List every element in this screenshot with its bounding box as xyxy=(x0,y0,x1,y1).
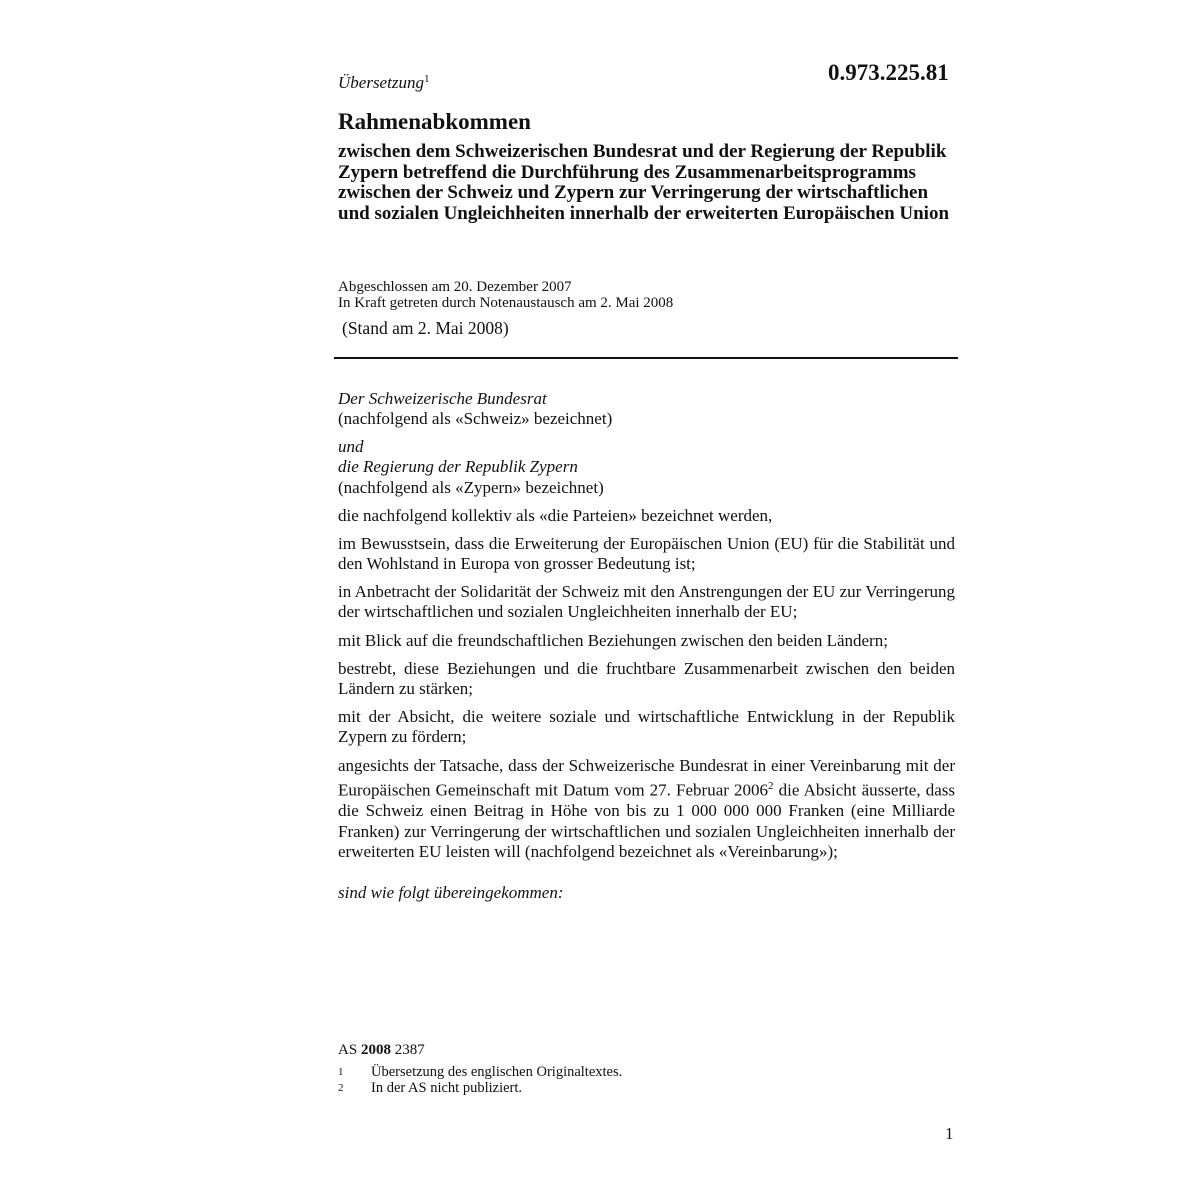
footnote-number: 2 xyxy=(338,1082,344,1094)
preamble-clause-4: bestrebt, diese Beziehungen und die fruchtbare Zusammenarbeit zwischen den beiden Ländern zu stärken; xyxy=(338,659,955,699)
clause-6-text-start: angesichts der Tatsache, dass der Schweizerische Bundesrat in einer Vereinbarung mit der Europäischen Gemeinschaft mit Datum vom 27. Februar 2006 xyxy=(338,756,955,800)
translation-label-text: Übersetzung xyxy=(338,73,424,92)
sr-number: 0.973.225.81 xyxy=(828,60,949,85)
footnote-ref-2[interactable]: 2 xyxy=(768,780,774,793)
party1-name: Der Schweizerische Bundesrat xyxy=(338,389,547,408)
as-prefix: AS xyxy=(338,1042,358,1058)
footnote-1 xyxy=(338,1064,622,1080)
document-title: Rahmenabkommen xyxy=(338,109,531,134)
party1-description: (nachfolgend als «Schweiz» bezeichnet) xyxy=(338,409,613,428)
preamble-clause-5: mit der Absicht, die weitere soziale und wirtschaftliche Entwicklung in der Republik Zypern zu fördern; xyxy=(338,707,955,747)
preamble-clause-6 xyxy=(338,756,955,862)
footnote-text: Übersetzung des englischen Originaltextes. xyxy=(371,1064,623,1080)
as-year: 2008 xyxy=(360,1042,391,1058)
agreement-statement: sind wie folgt übereingekommen: xyxy=(338,883,564,902)
preamble-clause-2: in Anbetracht der Solidarität der Schweiz mit den Anstrengungen der EU zur Verringerung der wirtschaftlichen und sozialen Ungleichheiten innerhalb der EU; xyxy=(338,582,955,622)
document-subtitle: zwischen dem Schweizerischen Bundesrat und der Regierung der Republik Zypern betreffend die Durchführung des Zusammenarbeitsprogramms zwischen der Schweiz und Zypern zur Verringerung der wirtschaftlichen und sozialen Ungleichheiten innerhalb der erweiterten Europäischen Union xyxy=(338,141,950,224)
preamble-clause-3: mit Blick auf die freundschaftlichen Beziehungen zwischen den beiden Ländern; xyxy=(338,631,888,650)
official-compilation-reference xyxy=(338,1042,425,1059)
collective-clause: die nachfolgend kollektiv als «die Parteien» bezeichnet werden, xyxy=(338,506,773,525)
footnotes xyxy=(338,1064,622,1096)
footnote-2 xyxy=(338,1080,622,1096)
footnote-ref-1[interactable]: 1 xyxy=(423,73,430,85)
status-date: (Stand am 2. Mai 2008) xyxy=(342,318,509,338)
page-number: 1 xyxy=(945,1124,954,1143)
clause-6-text-end: die Absicht äusserte, dass die Schweiz einen Beitrag in Höhe von bis zu 1 000 000 000 Franken (eine Milliarde Franken) zur Verringerung der wirtschaftlichen und sozialen Ungleichheiten innerhalb der erweiterten EU leisten will (nachfolgend bezeichnet als «Vereinbarung»); xyxy=(338,780,955,861)
as-page: 2387 xyxy=(394,1042,425,1058)
footnote-text: In der AS nicht publiziert. xyxy=(371,1080,523,1096)
footnote-number: 1 xyxy=(338,1066,344,1078)
and-connector: und xyxy=(338,437,364,456)
concluded-date: Abgeschlossen am 20. Dezember 2007 xyxy=(338,279,572,295)
header-divider xyxy=(334,357,958,359)
translation-label xyxy=(338,73,429,93)
party2-description: (nachfolgend als «Zypern» bezeichnet) xyxy=(338,478,604,497)
in-force-date: In Kraft getreten durch Notenaustausch am 2. Mai 2008 xyxy=(338,295,674,311)
party2-name: die Regierung der Republik Zypern xyxy=(338,457,578,476)
preamble-clause-1: im Bewusstsein, dass die Erweiterung der Europäischen Union (EU) für die Stabilität und den Wohlstand in Europa von grosser Bedeutung ist; xyxy=(338,534,955,574)
